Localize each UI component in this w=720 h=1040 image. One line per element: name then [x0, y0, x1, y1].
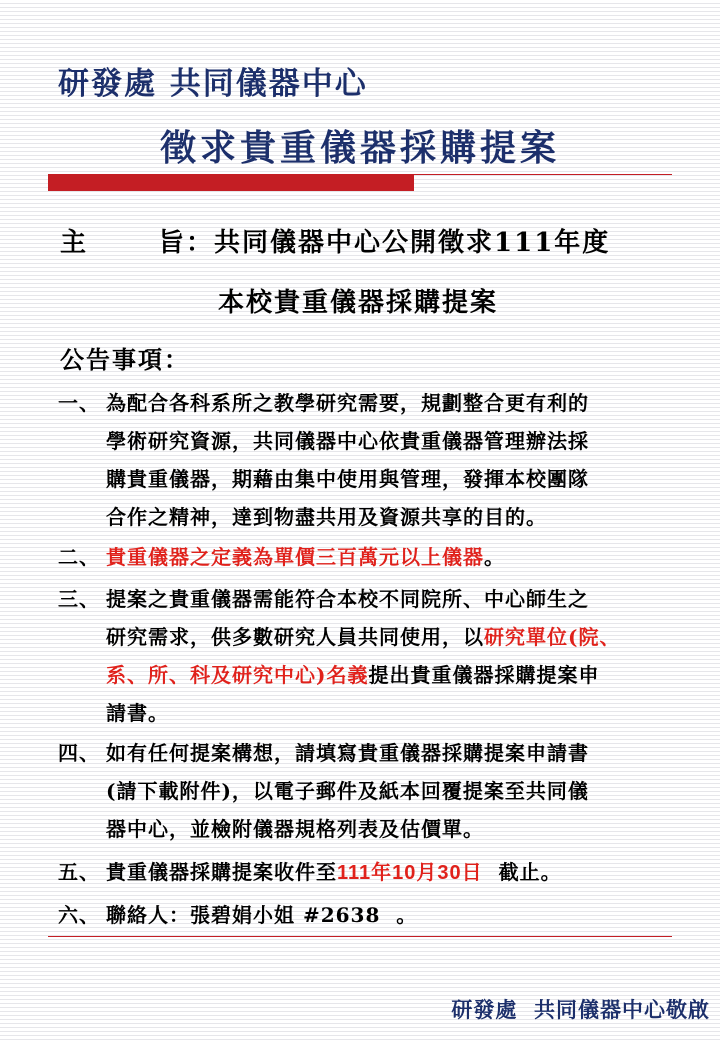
item-content [106, 384, 589, 536]
item-line: 合作之精神，達到物盡共用及資源共享的目的。 [106, 505, 547, 529]
item-line: 為配合各科系所之教學研究需要，規劃整合更有利的 [106, 391, 589, 415]
item-line: 提案之貴重儀器需能符合本校不同院所、中心師生之 [106, 587, 589, 611]
divider-bottom [48, 936, 672, 937]
item-line: 請書。 [106, 701, 169, 725]
item-tail: 。 [484, 545, 505, 569]
divider-red-bar [48, 175, 414, 191]
notice-item-2 [58, 538, 505, 576]
item-content [106, 734, 589, 848]
item-number: 一、 [58, 391, 100, 415]
highlight-text: 貴重儀器之定義為單價三百萬元以上儀器 [106, 545, 484, 569]
item-text: 研究需求，供多數研究人員共同使用，以 [106, 625, 484, 649]
item-text: 貴重儀器採購提案收件至 [106, 860, 337, 884]
subject-text-line-2: 本校貴重儀器採購提案 [218, 288, 499, 318]
item-line: 如有任何提案構想，請填寫貴重儀器採購提案申請書 [106, 741, 589, 765]
item-line [106, 618, 620, 656]
notice-item-1 [58, 384, 589, 536]
item-number: 六、 [58, 903, 100, 927]
title-line-2: 徵求貴重儀器採購提案 [160, 127, 561, 169]
item-content [106, 538, 505, 576]
title-line-1: 研發處 共同儀器中心 [58, 66, 368, 102]
item-number: 二、 [58, 545, 100, 569]
subject-text-line-1: 共同儀器中心公開徵求111年度 [214, 228, 611, 258]
contact-text: 聯絡人：張碧娟小姐 #2638 。 [106, 903, 418, 927]
item-number: 五、 [58, 860, 100, 884]
item-content [106, 580, 620, 732]
item-line [106, 656, 620, 694]
item-line: 學術研究資源，共同儀器中心依貴重儀器管理辦法採 [106, 429, 589, 453]
item-number: 三、 [58, 587, 100, 611]
highlight-text: 研究單位(院、 [484, 625, 621, 649]
notice-item-3 [58, 580, 620, 732]
item-line: 器中心，並檢附儀器規格列表及估價單。 [106, 817, 484, 841]
highlight-text: 系、所、科及研究中心)名義 [106, 663, 369, 687]
item-text: 截止。 [482, 860, 562, 884]
item-content [106, 853, 562, 892]
deadline-date: 111年10月30日 [337, 862, 483, 884]
notice-item-4 [58, 734, 589, 848]
subject-label-char-1: 主 [60, 228, 89, 258]
signature: 研發處 共同儀器中心敬啟 [451, 997, 710, 1022]
item-text: 提出貴重儀器採購提案申 [368, 663, 600, 687]
subject-label-char-2: 旨： [158, 228, 215, 258]
notice-item-6 [58, 896, 417, 934]
subject-line-1 [60, 222, 610, 259]
notice-item-5 [58, 853, 562, 892]
item-number: 四、 [58, 741, 100, 765]
item-line: (請下載附件)，以電子郵件及紙本回覆提案至共同儀 [106, 779, 589, 803]
item-line: 購貴重儀器，期藉由集中使用與管理，發揮本校團隊 [106, 467, 589, 491]
notice-heading: 公告事項： [60, 345, 190, 374]
